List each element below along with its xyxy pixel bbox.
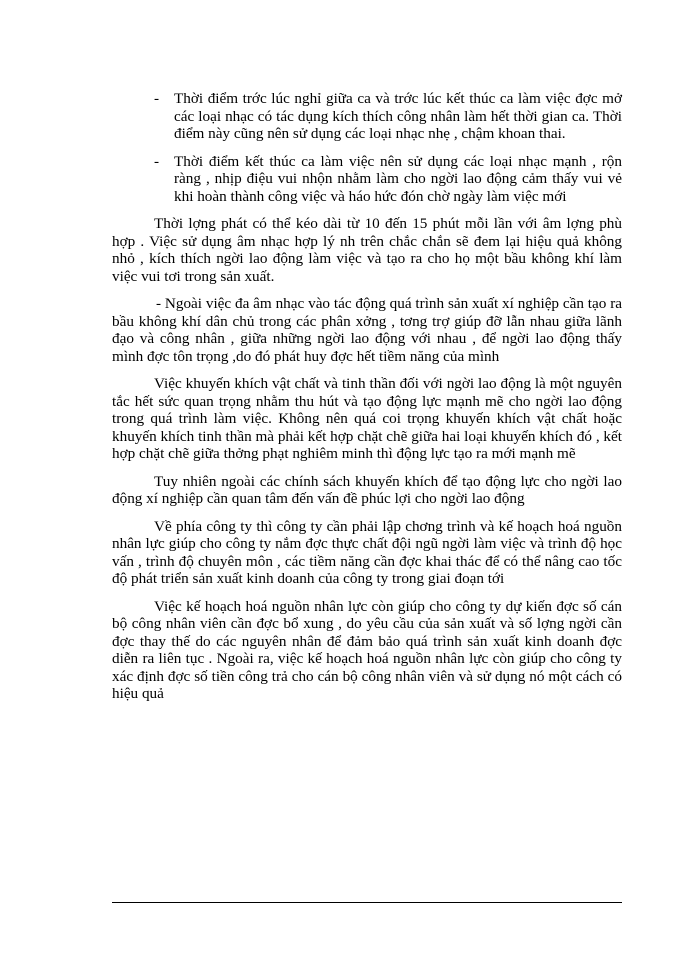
paragraph: Về phía công ty thì công ty cần phải lập chơng trình và kế hoạch hoá nguồn nhân lực giúp cho công ty nắm đợc thực chất đội ngũ ngời làm việc và trình độ học vấn , trình độ chuyên môn , các tiềm năng cần đợc khai thác để có thể nâng cao tốc độ phát triển sản xuất kinh doanh của công ty trong giai đoạn tới	[112, 517, 622, 587]
paragraph: Tuy nhiên ngoài các chính sách khuyến khích để tạo động lực cho ngời lao động xí nghiệp cần quan tâm đến vấn đề phúc lợi cho ngời lao động	[112, 472, 622, 507]
paragraph: Thời lợng phát có thể kéo dài từ 10 đến 15 phút mỗi lần với âm lợng phù hợp . Việc sử dụng âm nhạc hợp lý nh trên chắc chắn sẽ đem lại hiệu quả không nhỏ , kích thích ngời lao động làm việc và tạo ra cho họ một bầu không khí làm việc vui tơi trong sản xuất.	[112, 215, 622, 285]
bullet-marker: -	[154, 152, 160, 170]
bullet-item	[112, 90, 622, 143]
bullet-marker: -	[154, 90, 160, 107]
page-body	[112, 90, 622, 713]
footer-divider	[112, 902, 622, 903]
bullet-text: Thời điểm trớc lúc nghỉ giữa ca và trớc lúc kết thúc ca làm việc đợc mở các loại nhạc có tác dụng kích thích công nhân làm hết thời gian ca. Thời điểm này cũng nên sử dụng các loại nhạc nhẹ , chậm khoan thai.	[174, 90, 622, 142]
paragraph: Việc khuyến khích vật chất và tinh thần đối với ngời lao động là một nguyên tắc hết sức quan trọng nhằm thu hút và tạo động lực mạnh mẽ cho ngời lao động trong quá trình làm việc. Không nên quá coi trọng khuyến khích vật chất hoặc khuyến khích tinh thần mà phải kết hợp chặt chẽ giữa hai loại khuyến khích đó , kết hợp chặt chẽ giữa thởng phạt nghiêm minh thì động lực tạo ra mới mạnh mẽ	[112, 375, 622, 462]
paragraph: Việc kế hoạch hoá nguồn nhân lực còn giúp cho công ty dự kiến đợc số cán bộ công nhân viên cần đợc bổ xung , do yêu cầu của sản xuất và số lợng ngời cần đợc thay thế do các nguyên nhân để đảm bảo quá trình sản xuất kinh doanh đợc diễn ra liên tục . Ngoài ra, việc kế hoạch hoá nguồn nhân lực còn giúp cho công ty xác định đợc số tiền công trả cho cán bộ công nhân viên và sử dụng nó một cách có hiệu quả	[112, 597, 622, 702]
bullet-item	[112, 153, 622, 206]
bullet-text: Thời điểm kết thúc ca làm việc nên sử dụng các loại nhạc mạnh , rộn ràng , nhịp điệu vui nhộn nhằm làm cho ngời lao động cảm thấy vui vẻ khi hoàn thành công việc và háo hức đón chờ ngày làm việc mới	[174, 152, 622, 205]
paragraph: - Ngoài việc đa âm nhạc vào tác động quá trình sản xuất xí nghiệp cần tạo ra bầu không khí dân chủ trong các phân xởng , tơng trợ giúp đỡ lẫn nhau giữa lãnh đạo và công nhân , giữa những ngời lao động với nhau , để ngời lao động thấy mình đợc tôn trọng ,do đó phát huy đợc hết tiềm năng của mình	[112, 295, 622, 365]
